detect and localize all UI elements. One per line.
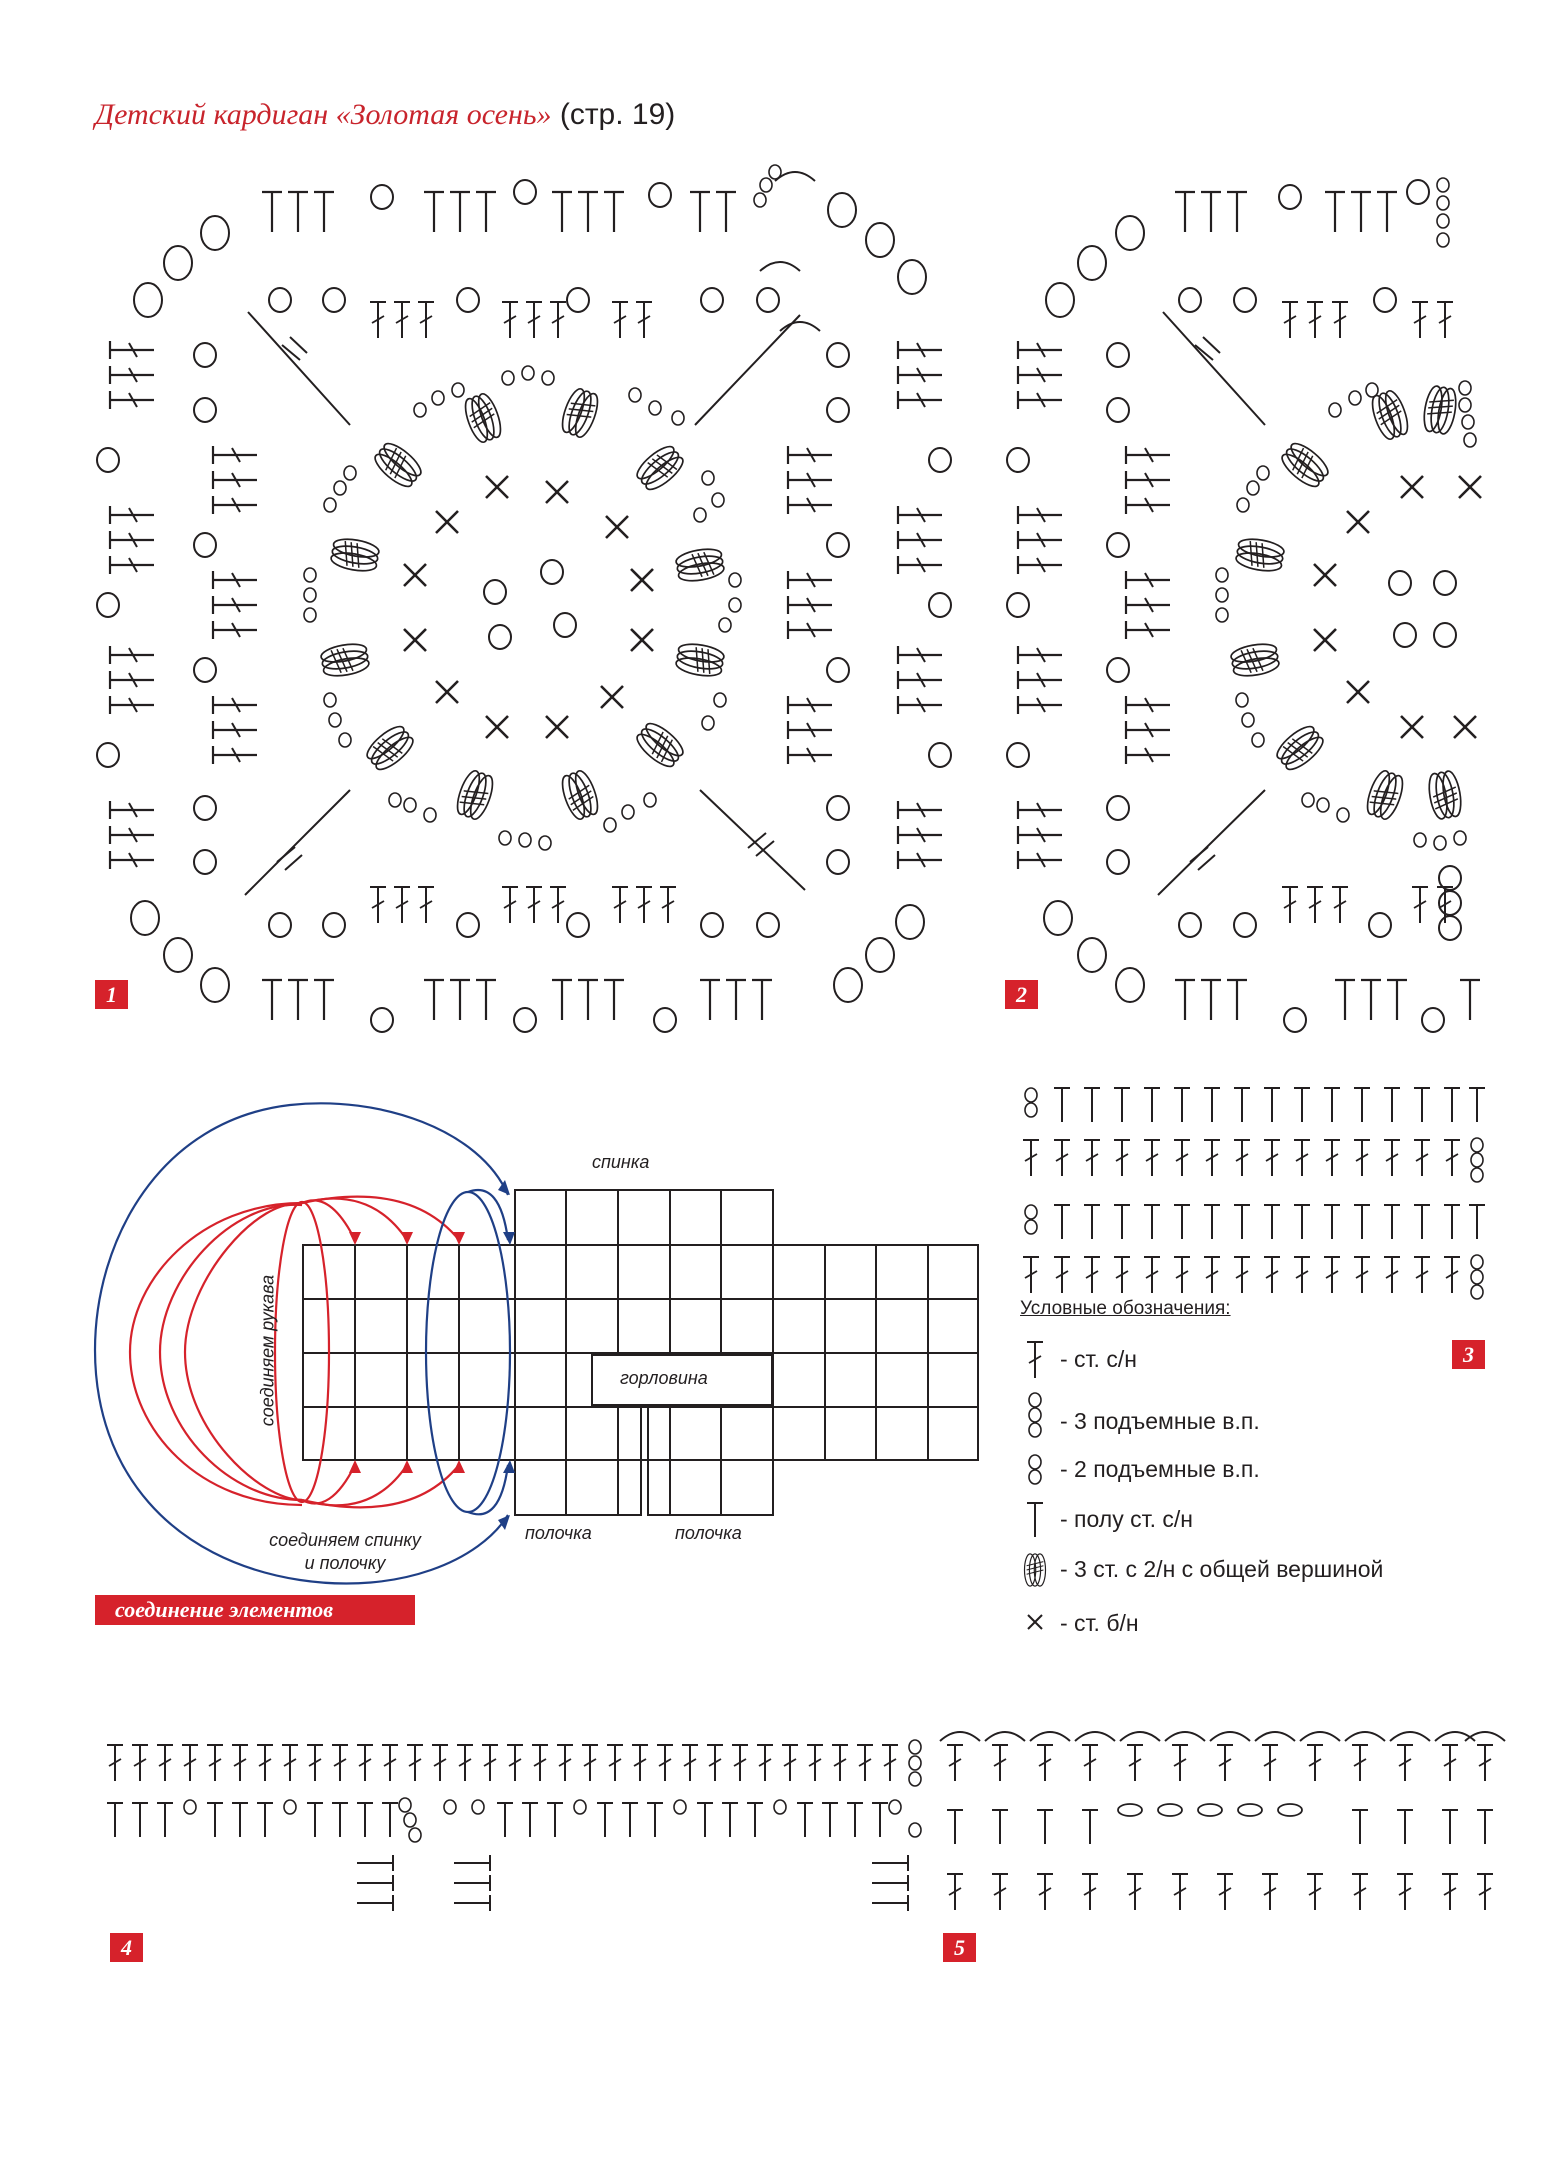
diagram-2-center [1314, 476, 1481, 738]
diagram-1-bottom-inner-row [269, 887, 779, 937]
legend-text-hdc: - полу ст. с/н [1060, 1506, 1193, 1532]
diagram-1-corner-chains [131, 172, 926, 1002]
label-neck: горловина [620, 1368, 708, 1388]
diagram-1-bottom-outer-row [262, 980, 772, 1032]
dc-icon [1027, 1342, 1043, 1378]
diagram-3-row-2 [1023, 1138, 1483, 1182]
diagram-1-left-outer-column [97, 341, 154, 869]
page-title [95, 98, 675, 132]
diagram-number-5: 5 [943, 1933, 976, 1962]
hdc-icon [1027, 1503, 1043, 1537]
title-page-ref: (стр. 19) [559, 98, 676, 131]
assembly-section-title: соединение элементов [95, 1595, 415, 1625]
diagram-2-half-motif [1007, 178, 1481, 1032]
diagram-3-row-1 [1025, 1088, 1485, 1122]
legend-text-dc: - ст. с/н [1060, 1346, 1137, 1372]
diagram-1-left-inner-column [194, 343, 257, 874]
label-join-line2: и полочку [304, 1553, 386, 1573]
diagram-1-top-outer-row [262, 165, 781, 232]
sc-icon [1028, 1615, 1042, 1629]
legend-text-chain-2: - 2 подъемные в.п. [1060, 1456, 1260, 1482]
diagram-number-2: 2 [1005, 980, 1038, 1009]
diagram-1-right-outer-column [898, 341, 951, 869]
assembly-schematic [95, 1103, 978, 1583]
title-italic: Детский кардиган «Золотая осень» [95, 98, 552, 131]
diagram-2-bottom-inner-row [1179, 866, 1461, 940]
diagram-1-motif [97, 165, 951, 1032]
diagram-3-row-4 [1023, 1255, 1483, 1299]
legend-text-sc: - ст. б/н [1060, 1610, 1139, 1636]
diagram-2-left-inner-column [1107, 343, 1170, 874]
diagram-2-cluster-ring [1216, 381, 1476, 850]
diagram-number-3: 3 [1452, 1340, 1485, 1369]
legend-text-chain-3: - 3 подъемные в.п. [1060, 1408, 1260, 1434]
diagram-1-top-inner-row [269, 288, 779, 338]
diagram-4-chart [107, 1740, 921, 1911]
diagram-2-diagonals [1158, 312, 1265, 895]
diagram-2-corner-chains [1044, 216, 1144, 1002]
label-front-left: полочка [525, 1523, 592, 1543]
label-back: спинка [592, 1152, 650, 1172]
diagram-4-side-bars [357, 1855, 908, 1911]
legend-symbols [1025, 1342, 1046, 1629]
label-sleeve-join: соединяем рукава [257, 1274, 278, 1427]
diagram-2-top-outer-row [1175, 178, 1449, 247]
diagram-2-top-inner-row [1179, 288, 1453, 338]
diagram-2-left-outer-column [1007, 341, 1062, 869]
diagram-3-chart [1023, 1088, 1485, 1299]
label-front-right: полочка [675, 1523, 742, 1543]
diagram-number-4: 4 [110, 1933, 143, 1962]
chain-3-icon [1029, 1393, 1041, 1437]
diagram-4-row-dc [107, 1740, 921, 1786]
legend-text-cluster: - 3 ст. с 2/н с общей вершиной [1060, 1556, 1384, 1582]
diagram-5-row-dc-bottom [947, 1874, 1493, 1910]
diagram-3-row-3 [1025, 1205, 1485, 1239]
diagram-1-center [404, 476, 653, 738]
diagram-5-row-dc-top [947, 1745, 1493, 1781]
diagram-1-right-inner-column [788, 343, 849, 874]
diagram-number-1: 1 [95, 980, 128, 1009]
back-panel-grid [515, 1190, 773, 1245]
label-join-line1: соединяем спинку [269, 1530, 421, 1550]
cluster-icon [1025, 1554, 1046, 1586]
legend-title: Условные обозначения: [1020, 1298, 1231, 1319]
diagram-5-arcs [940, 1732, 1505, 1741]
diagram-1-diagonals [245, 312, 805, 895]
diagram-1-cluster-ring [304, 366, 741, 850]
chain-2-icon [1029, 1455, 1041, 1484]
diagram-2-bottom-outer-row [1175, 980, 1480, 1032]
diagram-5-chart [940, 1732, 1505, 1910]
diagram-4-row-hdc [107, 1798, 921, 1842]
back-front-join-arcs [95, 1103, 515, 1583]
diagram-5-row-hdc [947, 1804, 1493, 1844]
